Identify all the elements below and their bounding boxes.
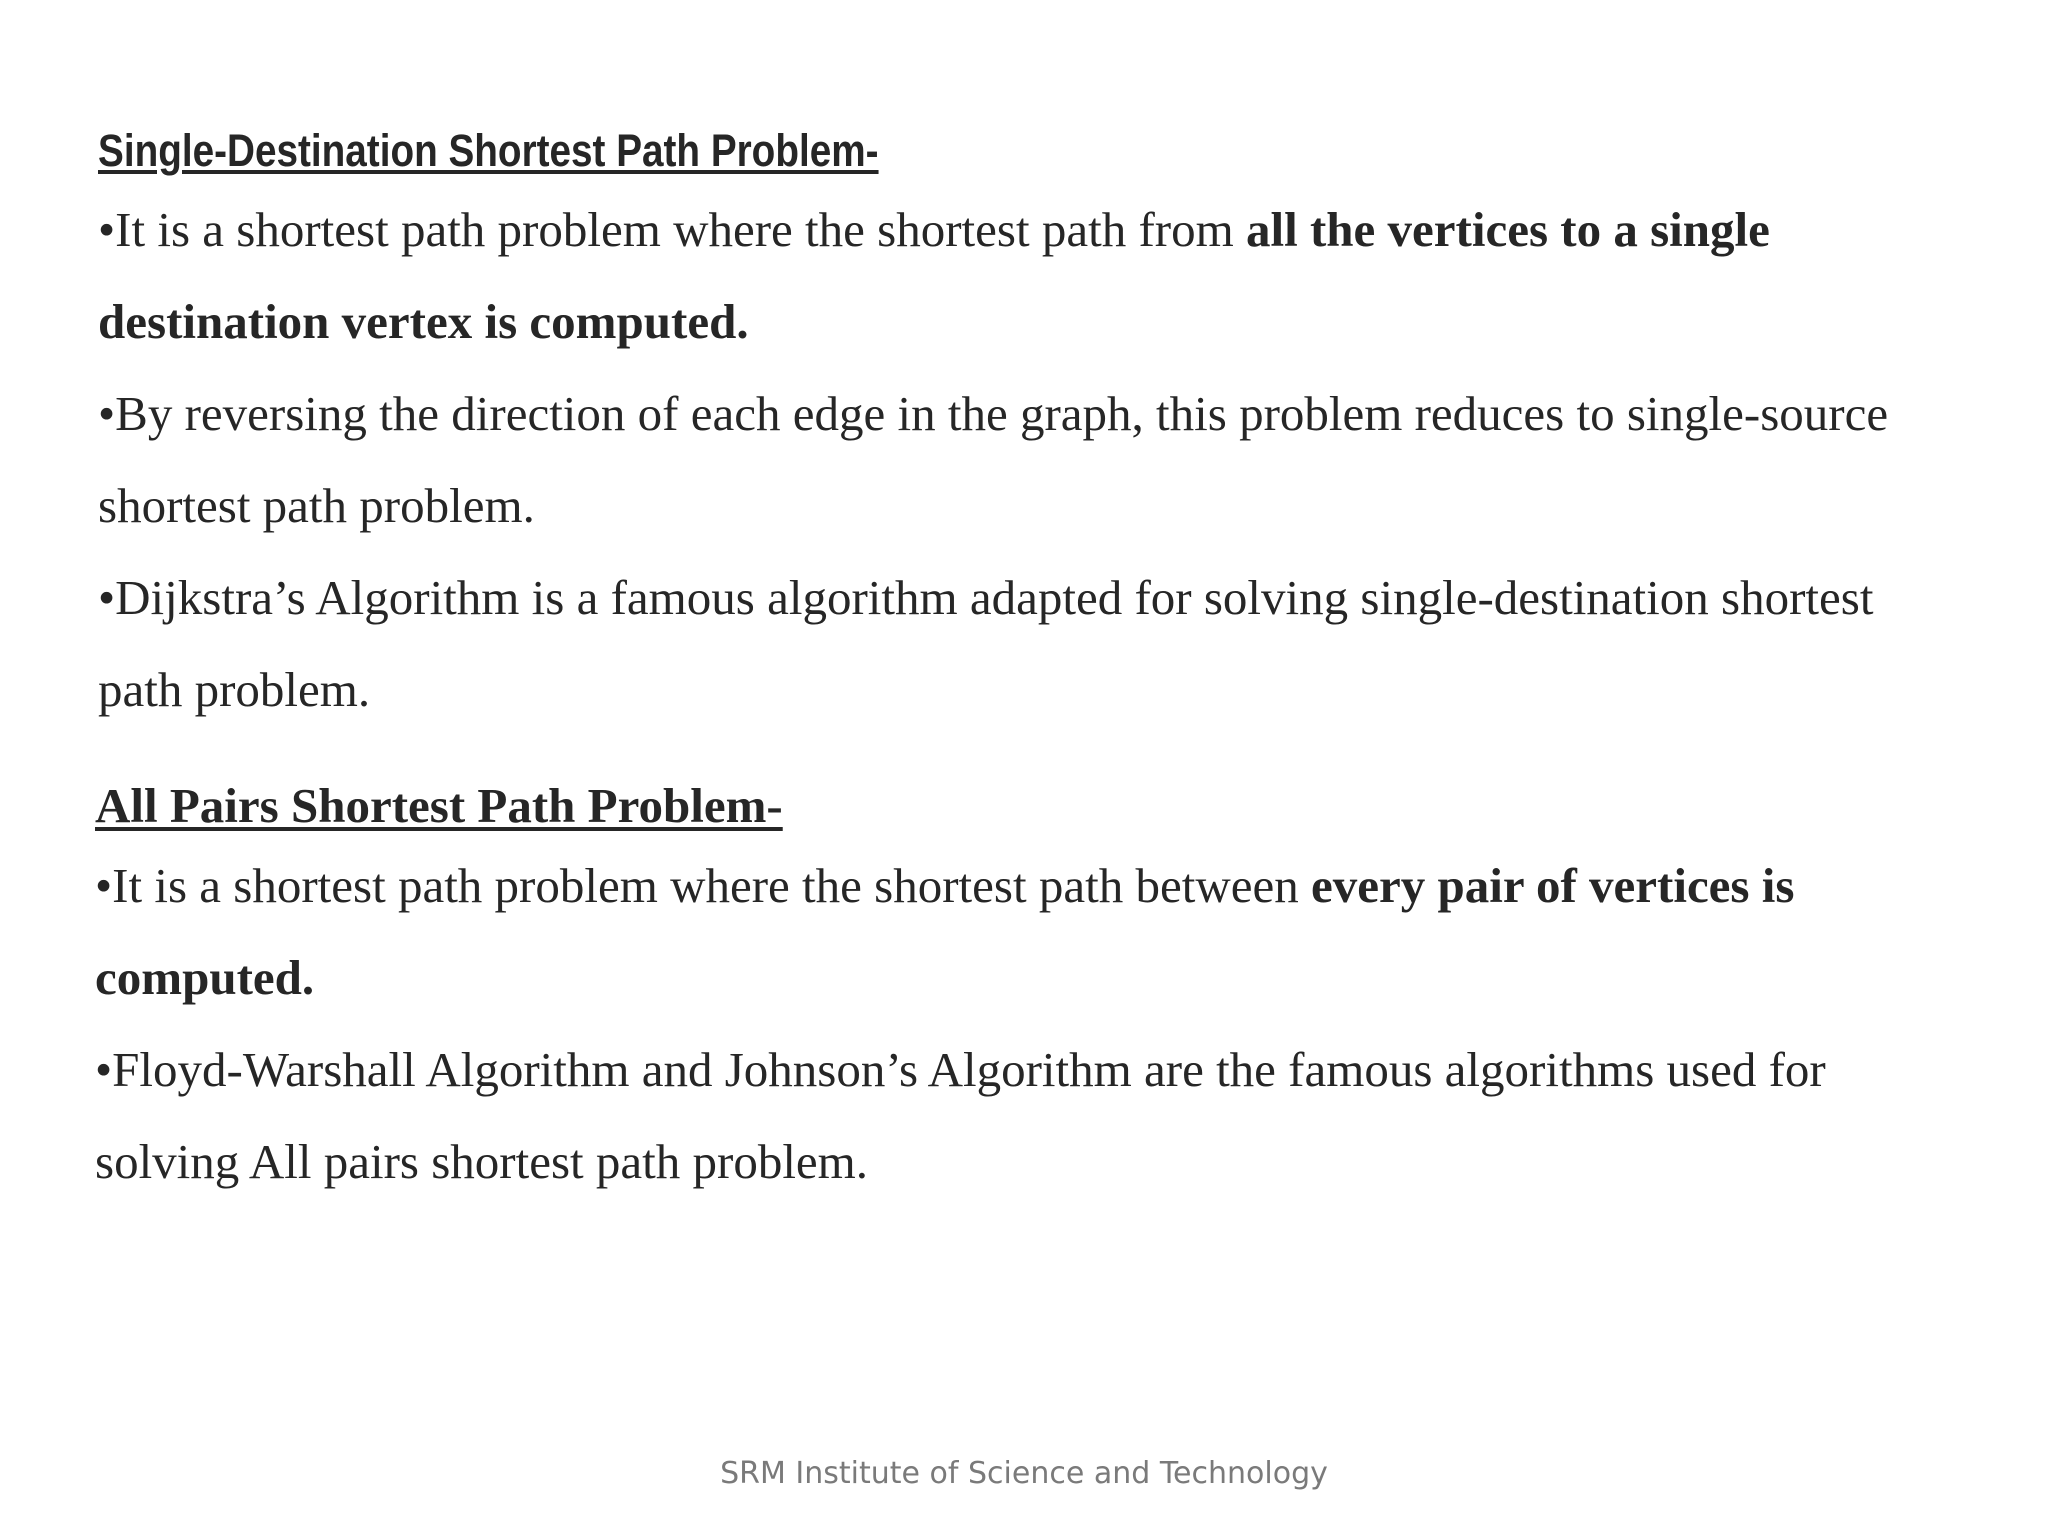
bullet-line [95, 932, 2015, 1024]
bullet-line [98, 184, 2018, 276]
bullet-line [95, 840, 2015, 932]
section-single-destination [98, 118, 2018, 736]
bullet-bold-text: computed. [95, 950, 315, 1005]
bullet-dijkstra [98, 552, 2018, 736]
bullet-bold-text: all the vertices to a single [1245, 202, 1770, 257]
bullet-definition [98, 184, 2018, 368]
bullet-reversing [98, 368, 2018, 552]
heading-single-destination: Single-Destination Shortest Path Problem- [98, 125, 879, 176]
footer-institution: SRM Institute of Science and Technology [720, 1456, 1328, 1491]
bullet-line: path problem. [98, 662, 371, 717]
section-all-pairs [95, 772, 2015, 1208]
bullet-line: •Floyd-Warshall Algorithm and Johnson’s Algorithm are the famous algorithms used for [95, 1042, 1826, 1097]
bullet-definition [95, 840, 2015, 1024]
bullet-text: •It is a shortest path problem where the shortest path between [95, 858, 1311, 913]
bullet-bold-text: every pair of vertices is [1310, 858, 1795, 913]
bullet-text: •It is a shortest path problem where the shortest path from [98, 202, 1246, 257]
bullet-line: •By reversing the direction of each edge in the graph, this problem reduces to single-source [98, 386, 1889, 441]
bullet-line: •Dijkstra’s Algorithm is a famous algorithm adapted for solving single-destination shortest [98, 570, 1874, 625]
bullet-line: shortest path problem. [98, 478, 535, 533]
bullet-floyd-warshall [95, 1024, 2015, 1208]
bullet-line: solving All pairs shortest path problem. [95, 1134, 869, 1189]
heading-all-pairs: All Pairs Shortest Path Problem- [95, 778, 783, 833]
bullet-line [98, 276, 2018, 368]
bullet-bold-text: destination vertex is computed. [98, 294, 749, 349]
